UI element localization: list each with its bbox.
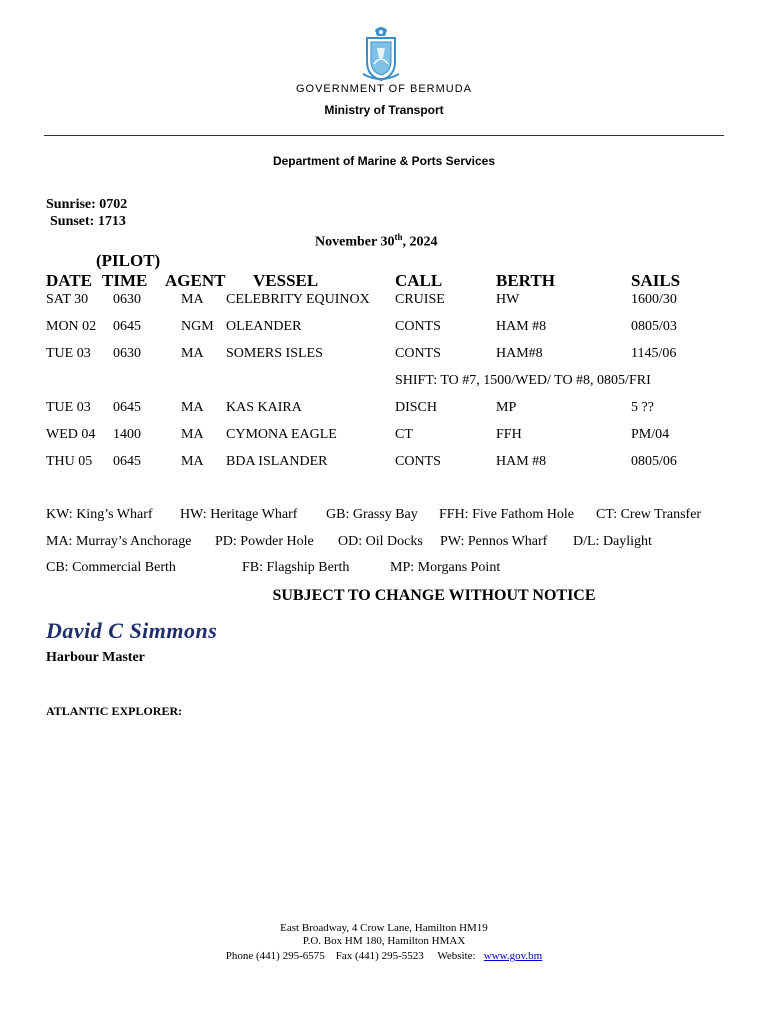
legend-item: D/L: Daylight <box>573 534 652 549</box>
row-date: TUE 03 <box>46 400 91 415</box>
row-agent: MA <box>181 427 204 442</box>
header-divider <box>44 135 724 136</box>
row-agent: MA <box>181 400 204 415</box>
legend-item: FB: Flagship Berth <box>242 560 350 575</box>
sunset-time: Sunset: 1713 <box>50 214 126 229</box>
legend-line <box>46 507 726 525</box>
row-sails: PM/04 <box>631 427 670 442</box>
row-call: CRUISE <box>395 292 445 307</box>
row-date: SAT 30 <box>46 292 89 307</box>
row-agent: MA <box>181 454 204 469</box>
row-vessel: KAS KAIRA <box>226 400 302 415</box>
row-date: WED 04 <box>46 427 96 442</box>
government-crest-icon <box>361 24 401 82</box>
legend-item: KW: King’s Wharf <box>46 507 153 522</box>
row-call: CONTS <box>395 454 441 469</box>
footer-address-line2: P.O. Box HM 180, Hamilton HMAX <box>302 935 466 947</box>
row-agent: MA <box>181 346 204 361</box>
header-vessel: VESSEL <box>253 271 319 290</box>
shift-note: SHIFT: TO #7, 1500/WED/ TO #8, 0805/FRI <box>395 373 651 388</box>
row-sails: 0805/03 <box>631 319 677 334</box>
schedule-date <box>315 232 437 251</box>
row-call: CONTS <box>395 319 441 334</box>
change-notice: SUBJECT TO CHANGE WITHOUT NOTICE <box>272 587 596 604</box>
row-time: 0645 <box>113 454 141 469</box>
date-year: , 2024 <box>402 234 438 250</box>
footer-phone: Phone (441) 295-6575 <box>225 950 325 962</box>
footer-contact <box>0 950 768 962</box>
row-time: 0645 <box>113 400 141 415</box>
sunrise-time: Sunrise: 0702 <box>46 197 128 212</box>
legend-item: FFH: Five Fathom Hole <box>439 507 574 522</box>
row-berth: HAM#8 <box>496 346 543 361</box>
signatory-title: Harbour Master <box>46 650 145 665</box>
date-ordinal: th <box>394 232 403 242</box>
date-day-month: November 30 <box>315 234 395 250</box>
legend-line <box>46 560 726 578</box>
row-berth: HW <box>496 292 520 307</box>
header-sails: SAILS <box>631 271 681 290</box>
row-date: THU 05 <box>46 454 93 469</box>
legend-item: CT: Crew Transfer <box>596 507 702 522</box>
ministry-title: Ministry of Transport <box>324 103 444 117</box>
row-vessel: BDA ISLANDER <box>226 454 328 469</box>
row-date: TUE 03 <box>46 346 91 361</box>
row-berth: MP <box>496 400 517 415</box>
row-call: CONTS <box>395 346 441 361</box>
header-date: DATE <box>46 271 92 290</box>
legend-line <box>46 534 726 552</box>
row-sails: 5 ?? <box>631 400 654 415</box>
row-berth: FFH <box>496 427 522 442</box>
legend-item: PW: Pennos Wharf <box>440 534 548 549</box>
row-sails: 1600/30 <box>631 292 677 307</box>
row-sails: 0805/06 <box>631 454 677 469</box>
department-title: Department of Marine & Ports Services <box>272 154 496 168</box>
row-sails: 1145/06 <box>631 346 677 361</box>
website-link[interactable]: www.gov.bm <box>483 950 543 962</box>
legend-item: GB: Grassy Bay <box>326 507 418 522</box>
row-time: 0630 <box>113 346 141 361</box>
row-berth: HAM #8 <box>496 454 547 469</box>
footer-website-label: Website: <box>437 950 476 962</box>
header-agent: AGENT <box>165 271 226 290</box>
row-vessel: SOMERS ISLES <box>226 346 323 361</box>
footer-address-line1: East Broadway, 4 Crow Lane, Hamilton HM19 <box>280 922 488 934</box>
row-time: 0630 <box>113 292 141 307</box>
row-berth: HAM #8 <box>496 319 547 334</box>
row-vessel: CYMONA EAGLE <box>226 427 337 442</box>
header-time: TIME <box>102 271 148 290</box>
legend-item: MA: Murray’s Anchorage <box>46 534 192 549</box>
row-agent: MA <box>181 292 204 307</box>
row-time: 0645 <box>113 319 141 334</box>
row-call: DISCH <box>395 400 438 415</box>
row-vessel: CELEBRITY EQUINOX <box>226 292 370 307</box>
header-berth: BERTH <box>496 271 555 290</box>
legend-item: MP: Morgans Point <box>390 560 501 575</box>
atlantic-explorer-label: ATLANTIC EXPLORER: <box>46 704 183 718</box>
row-time: 1400 <box>113 427 141 442</box>
row-agent: NGM <box>181 319 214 334</box>
legend-item: CB: Commercial Berth <box>46 560 176 575</box>
legend-item: HW: Heritage Wharf <box>180 507 298 522</box>
pilot-label: (PILOT) <box>96 251 161 270</box>
government-title: GOVERNMENT OF BERMUDA <box>295 83 473 95</box>
legend-item: OD: Oil Docks <box>338 534 423 549</box>
row-date: MON 02 <box>46 319 97 334</box>
legend-item: PD: Powder Hole <box>215 534 314 549</box>
row-call: CT <box>395 427 413 442</box>
footer-fax: Fax (441) 295-5523 <box>335 950 424 962</box>
signature: David C Simmons <box>46 618 218 643</box>
row-vessel: OLEANDER <box>226 319 302 334</box>
header-call: CALL <box>395 271 443 290</box>
